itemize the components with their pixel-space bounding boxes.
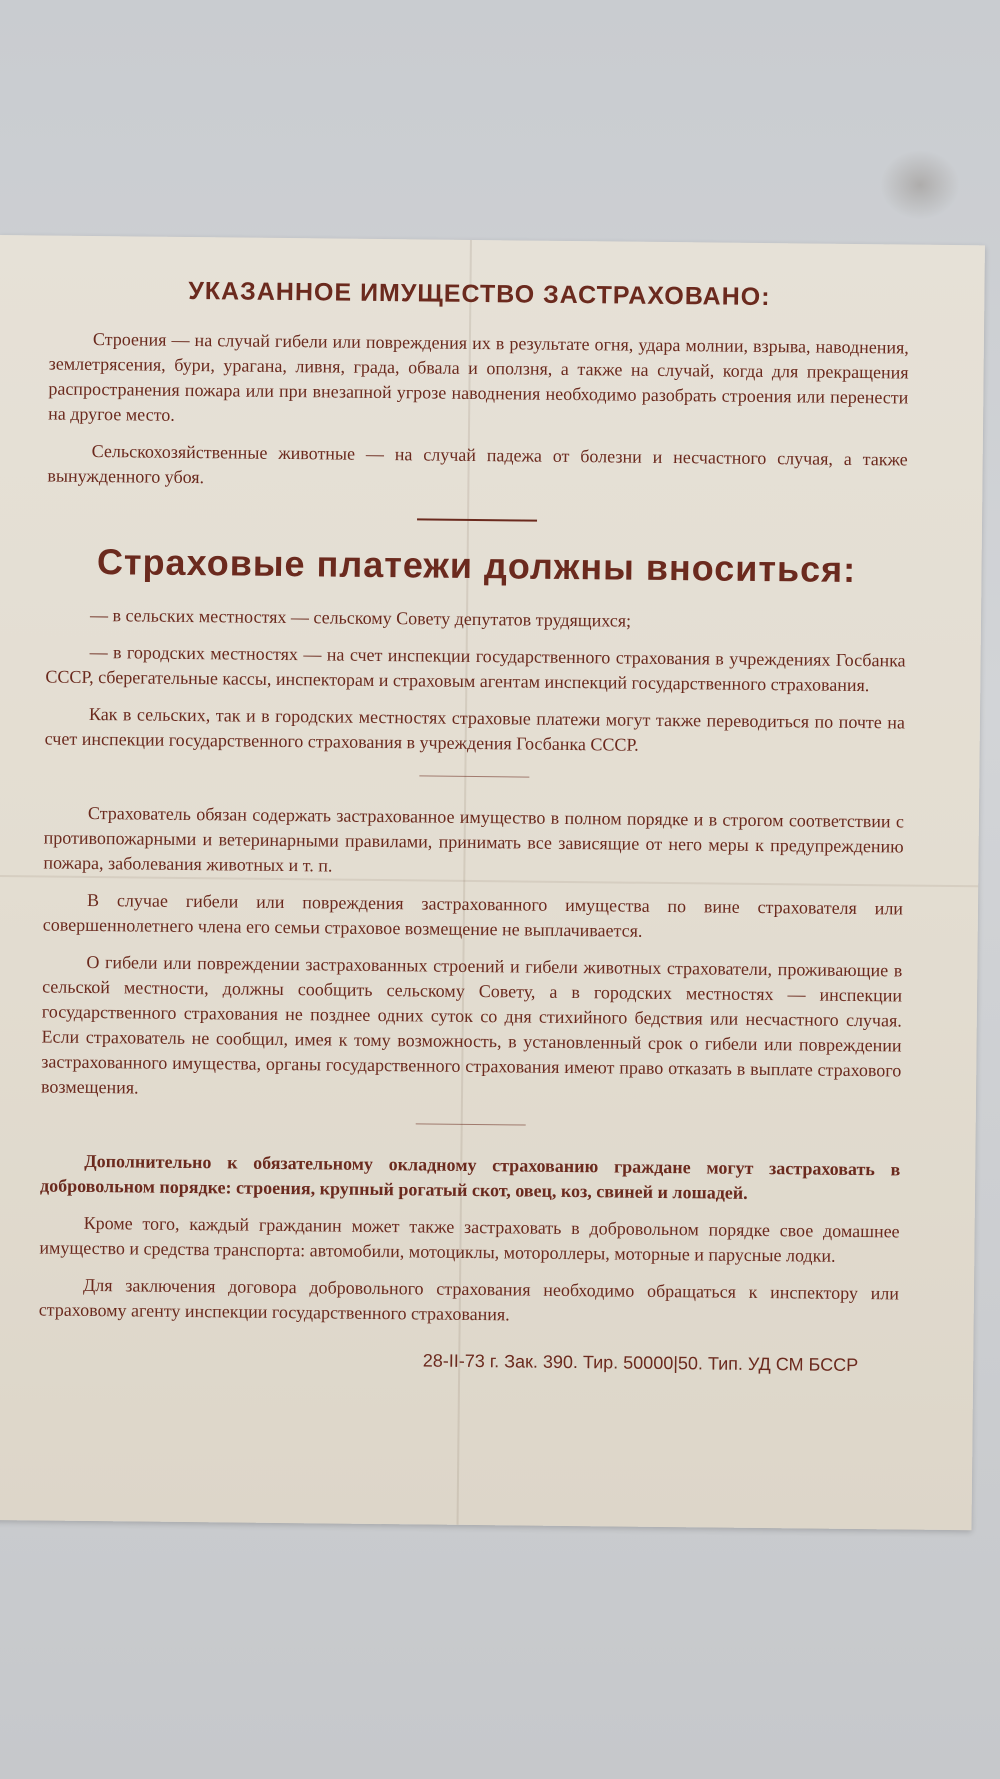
paragraph-livestock: Сельскохозяйственные животные — на случай падежа от болезни и несчастного случая, а также вынужденного убоя. (47, 440, 908, 488)
voluntary-section (39, 1148, 901, 1331)
leaflet-title: УКАЗАННОЕ ИМУЩЕСТВО ЗАСТРАХОВАНО: (188, 276, 771, 312)
paragraph-postal: Как в сельских, так и в городских местностях страховые платежи могут также переводиться по почте на счет инспекции государственного страхования в учреждения Госбанка СССР. (44, 703, 906, 755)
paragraph-fault: В случае гибели или повреждения застрахованного имущества по вине страхователя или совершеннолетнего члена его семьи страховое возмещение не выплачивается. (42, 889, 904, 941)
divider (419, 775, 529, 777)
paragraph-contract: Для заключения договора добровольного страхования необходимо обращаться к инспектору или страховому агенту инспекции государственного страхования. (38, 1274, 900, 1325)
paragraph-rural: — в сельских местностях — сельскому Совету депутатов трудящихся; (89, 604, 632, 631)
paragraph-urban: — в городских местностях — на счет инспекции государственного страхования в учреждениях Госбанка СССР, сберегательные кассы, инспекторам и страховым агентам инспекций государственного страхования. (45, 641, 906, 696)
divider (416, 1123, 526, 1125)
insurance-leaflet (0, 235, 985, 1530)
paragraph-household: Кроме того, каждый гражданин может также застраховать в добровольном порядке свое домашнее имущество и средства транспорта: автомобили, мотоциклы, мотороллеры, моторные и парусные лодки. (39, 1212, 900, 1266)
paragraph-maintenance: Страхователь обязан содержать застрахованное имущество в полном порядке и в строгом соответствии с противопожарными и ветеринарными правилами, принимать все зависящие от него меры к предупреждению пожара, заболевания животных и т. п. (43, 802, 905, 876)
paragraph-buildings: Строения — на случай гибели или повреждения их в результате огня, удара молнии, взрыва, наводнения, землетрясения, бури, урагана, ливня, града, обвала и оползня, а также на случай, когда для прекращения распространения пожара или при внезапной угрозе наводнения необходимо разобрать строения или перенести на другое место. (48, 328, 909, 425)
leaflet-content (38, 276, 909, 1377)
payments-heading: Страховые платежи должны вноситься: (96, 541, 857, 590)
obligations-section (41, 800, 904, 1108)
print-info: 28-II-73 г. Зак. 390. Тир. 50000|50. Тип. УД СМ БССР (422, 1350, 859, 1376)
paragraph-voluntary: Дополнительно к обязательному окладному страхованию граждане могут застраховать в добровольном порядке: строения, крупный рогатый скот, овец, коз, свиней и лошадей. (39, 1150, 901, 1203)
divider (417, 518, 537, 521)
paragraph-notification: О гибели или повреждении застрахованных строений и гибели животных страхователи, проживающие в сельской местности, должны сообщить сельскому Совету, а в городских местностях — инспекции государственного страхования не позднее одних суток со дня стихийного бедствия или несчастного случая. Если страхователь не сообщил, имея к тому возможность, в установленный срок о гибели или повреждении застрахованного имущества, органы государственного страхования имеют право отказать в выплате страхового возмещения. (40, 951, 903, 1098)
payments-section (45, 603, 907, 761)
surface-stain (880, 150, 960, 220)
insured-property-section (47, 327, 909, 498)
